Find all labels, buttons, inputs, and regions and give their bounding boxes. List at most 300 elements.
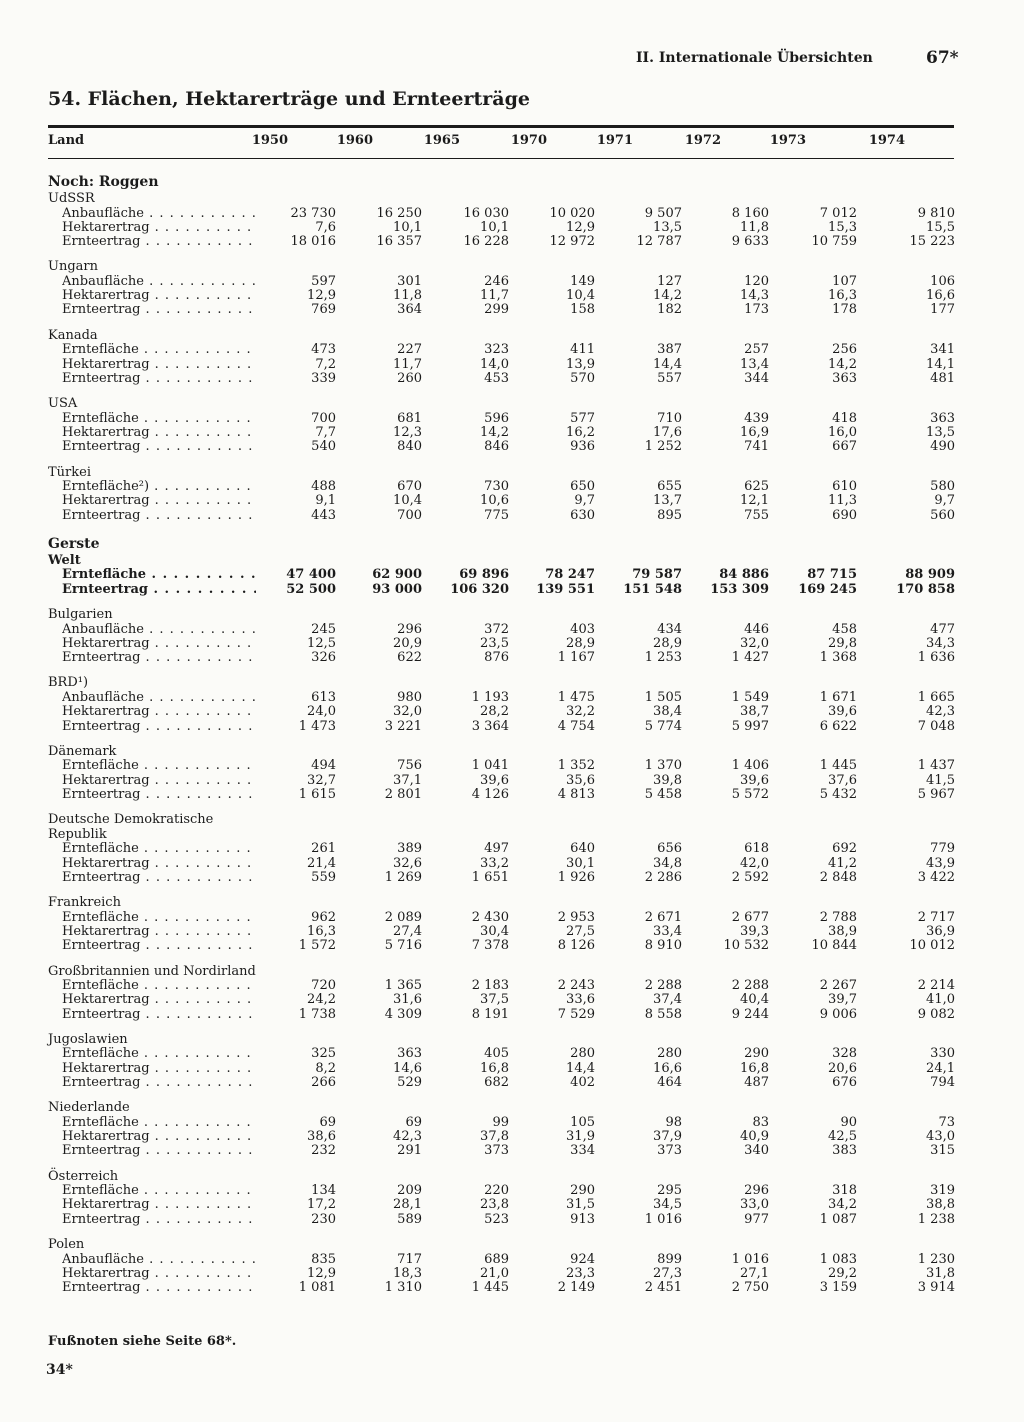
cell-value: 16,6	[926, 288, 955, 304]
cell-value: 9,7	[934, 493, 955, 509]
cell-value: 12 972	[549, 234, 595, 250]
cell-value: 769	[311, 302, 336, 318]
cell-value: 846	[484, 439, 509, 455]
cell-value: 418	[832, 410, 857, 426]
cell-value: 1 406	[731, 758, 769, 774]
cell-value: 17,2	[307, 1197, 336, 1213]
table-row	[48, 939, 954, 953]
cell-value: 2 953	[557, 909, 595, 925]
cell-value: 8 910	[644, 938, 682, 954]
cell-value: 9 810	[917, 205, 955, 221]
cell-value: 41,0	[926, 992, 955, 1008]
country-name: UdSSR	[48, 191, 95, 206]
cell-value: 256	[832, 342, 857, 358]
cell-value: 1 445	[819, 758, 857, 774]
row-label: Ernteertrag . . .	[62, 788, 256, 802]
cell-value: 14,2	[828, 356, 857, 372]
cell-value: 78 247	[545, 567, 595, 583]
row-label: Erntefläche²) . . .	[62, 480, 256, 494]
cell-value: 403	[570, 621, 595, 637]
header-year: 1970	[510, 133, 547, 148]
table-row	[48, 494, 954, 508]
cell-value: 446	[744, 621, 769, 637]
cell-value: 443	[311, 507, 336, 523]
cell-value: 2 243	[557, 978, 595, 993]
cell-value: 1 310	[384, 1280, 422, 1296]
cell-value: 39,6	[480, 772, 509, 788]
cell-value: 4 309	[384, 1006, 422, 1022]
row-label: Anbaufläche . . .	[62, 207, 256, 221]
cell-value: 47 400	[286, 567, 336, 583]
row-label: Hektarertrag . . .	[62, 857, 256, 871]
cell-value: 1 370	[644, 758, 682, 774]
row-label: Hektarertrag . . .	[62, 221, 256, 235]
cell-value: 717	[397, 1251, 422, 1267]
row-label: Erntefläche . . .	[62, 1184, 256, 1198]
cell-value: 84 886	[719, 567, 769, 583]
cell-value: 13,5	[926, 424, 955, 440]
cell-value: 28,9	[653, 635, 682, 651]
cell-value: 16,8	[480, 1060, 509, 1076]
cell-value: 14,3	[740, 288, 769, 304]
row-label: Ernteertrag . . .	[62, 303, 256, 317]
cell-value: 12 787	[636, 234, 682, 250]
row-label: Ernteertrag . . .	[62, 1076, 256, 1090]
cell-value: 295	[657, 1183, 682, 1199]
cell-value: 4 754	[557, 718, 595, 734]
header-year: 1973	[769, 133, 806, 148]
row-label: Anbaufläche . . .	[62, 275, 256, 289]
row-label: Ernteertrag . . .	[62, 871, 256, 885]
cell-value: 2 717	[917, 909, 955, 925]
row-label: Ernteertrag . . .	[62, 1008, 256, 1022]
cell-value: 93 000	[372, 581, 422, 597]
cell-value: 32,0	[740, 635, 769, 651]
cell-value: 1 230	[917, 1251, 955, 1267]
cell-value: 27,3	[653, 1265, 682, 1281]
cell-value: 16 228	[463, 234, 509, 250]
cell-value: 10 020	[549, 205, 595, 221]
country-name: Dänemark	[48, 743, 117, 759]
header-year: 1960	[336, 133, 373, 148]
cell-value: 373	[657, 1143, 682, 1159]
cell-value: 12,3	[393, 424, 422, 440]
country-name: Großbritannien und Nordirland	[48, 963, 256, 979]
cell-value: 5 774	[644, 718, 682, 734]
table-title: 54. Flächen, Hektarerträge und Ernteerträge	[48, 88, 530, 110]
cell-value: 913	[570, 1211, 595, 1227]
cell-value: 529	[397, 1074, 422, 1090]
cell-value: 473	[311, 342, 336, 358]
cell-value: 618	[744, 841, 769, 857]
cell-value: 640	[570, 841, 595, 857]
cell-value: 389	[397, 841, 422, 857]
cell-value: 33,0	[740, 1197, 769, 1213]
cell-value: 341	[930, 342, 955, 358]
cell-value: 37,4	[653, 992, 682, 1008]
cell-value: 15,3	[828, 219, 857, 235]
cell-value: 24,2	[307, 992, 336, 1008]
table-row	[48, 275, 954, 289]
cell-value: 700	[311, 410, 336, 426]
cell-value: 11,7	[480, 288, 509, 304]
cell-value: 434	[657, 621, 682, 637]
cell-value: 246	[484, 273, 509, 289]
country-name: Türkei	[48, 464, 91, 480]
country-group	[48, 608, 954, 665]
country-group	[48, 192, 954, 249]
cell-value: 692	[832, 841, 857, 857]
cell-value: 5 967	[917, 786, 955, 802]
cell-value: 8 126	[557, 938, 595, 954]
cell-value: 690	[832, 507, 857, 523]
row-label: Ernteertrag . . .	[62, 1144, 256, 1158]
cell-value: 10 012	[909, 938, 955, 954]
cell-value: 1 083	[819, 1251, 857, 1267]
cell-value: 14,6	[393, 1060, 422, 1076]
cell-value: 139 551	[536, 581, 595, 597]
cell-value: 42,3	[926, 704, 955, 720]
cell-value: 280	[657, 1046, 682, 1062]
row-label: Ernteertrag . . .	[62, 651, 256, 665]
table-row	[48, 1130, 954, 1144]
table-row	[48, 1213, 954, 1227]
row-label: Erntefläche . . .	[62, 1047, 256, 1061]
country-group	[48, 676, 954, 733]
cell-value: 689	[484, 1251, 509, 1267]
cell-value: 42,3	[393, 1129, 422, 1145]
cell-value: 720	[311, 978, 336, 993]
cell-value: 1 087	[819, 1211, 857, 1227]
cell-value: 625	[744, 479, 769, 495]
cell-value: 16,3	[828, 288, 857, 304]
cell-value: 261	[311, 841, 336, 857]
cell-value: 1 427	[731, 650, 769, 666]
cell-value: 13,4	[740, 356, 769, 372]
table-row	[48, 788, 954, 802]
cell-value: 2 430	[471, 909, 509, 925]
row-label: Ernteertrag . . .	[62, 583, 256, 597]
country-name: Frankreich	[48, 895, 121, 911]
cell-value: 42,5	[828, 1129, 857, 1145]
running-head: II. Internationale Übersichten	[636, 50, 873, 66]
cell-value: 296	[397, 621, 422, 637]
row-label: Erntefläche . . .	[62, 842, 256, 856]
cell-value: 170 858	[896, 581, 955, 597]
table-row	[48, 1281, 954, 1295]
cell-value: 570	[570, 370, 595, 386]
country-name: Bulgarien	[48, 607, 113, 623]
cell-value: 12,5	[307, 635, 336, 651]
cell-value: 14,2	[480, 424, 509, 440]
cell-value: 1 041	[471, 758, 509, 774]
cell-value: 2 214	[917, 978, 955, 993]
cell-value: 41,2	[828, 855, 857, 871]
cell-value: 924	[570, 1251, 595, 1267]
cell-value: 11,3	[828, 493, 857, 509]
table-header-row	[48, 133, 954, 153]
row-label: Anbaufläche . . .	[62, 1253, 256, 1267]
row-label: Hektarertrag . . .	[62, 993, 256, 1007]
cell-value: 39,8	[653, 772, 682, 788]
table-row	[48, 1076, 954, 1090]
cell-value: 12,9	[307, 288, 336, 304]
table-row	[48, 303, 954, 317]
country-group	[48, 466, 954, 523]
row-label: Hektarertrag . . .	[62, 289, 256, 303]
header-year: 1972	[684, 133, 721, 148]
cell-value: 2 848	[819, 869, 857, 885]
cell-value: 523	[484, 1211, 509, 1227]
cell-value: 1 193	[471, 689, 509, 705]
cell-value: 169 245	[798, 581, 857, 597]
country-name: Welt	[48, 552, 81, 568]
cell-value: 98	[665, 1114, 682, 1130]
cell-value: 38,4	[653, 704, 682, 720]
cell-value: 1 437	[917, 758, 955, 774]
cell-value: 363	[832, 370, 857, 386]
cell-value: 38,8	[926, 1197, 955, 1213]
cell-value: 8,2	[315, 1060, 336, 1076]
cell-value: 464	[657, 1074, 682, 1090]
cell-value: 20,6	[828, 1060, 857, 1076]
cell-value: 227	[397, 342, 422, 358]
cell-value: 490	[930, 439, 955, 455]
cell-value: 14,4	[653, 356, 682, 372]
cell-value: 1 016	[731, 1251, 769, 1267]
cell-value: 402	[570, 1074, 595, 1090]
table-row	[48, 1008, 954, 1022]
cell-value: 245	[311, 621, 336, 637]
table-row	[48, 440, 954, 454]
cell-value: 775	[484, 507, 509, 523]
table-row	[48, 857, 954, 871]
cell-value: 23 730	[290, 205, 336, 221]
table-row	[48, 1267, 954, 1281]
cell-value: 458	[832, 621, 857, 637]
table-row	[48, 583, 954, 597]
table-row	[48, 637, 954, 651]
cell-value: 372	[484, 621, 509, 637]
cell-value: 936	[570, 439, 595, 455]
cell-value: 34,5	[653, 1197, 682, 1213]
cell-value: 34,8	[653, 855, 682, 871]
cell-value: 42,0	[740, 855, 769, 871]
cell-value: 107	[832, 273, 857, 289]
cell-value: 296	[744, 1183, 769, 1199]
cell-value: 794	[930, 1074, 955, 1090]
table-row	[48, 235, 954, 249]
cell-value: 7 378	[471, 938, 509, 954]
cell-value: 10,4	[566, 288, 595, 304]
cell-value: 177	[930, 302, 955, 318]
row-label: Hektarertrag . . .	[62, 637, 256, 651]
cell-value: 326	[311, 650, 336, 666]
cell-value: 12,9	[307, 1265, 336, 1281]
cell-value: 34,2	[828, 1197, 857, 1213]
cell-value: 1 738	[298, 1006, 336, 1022]
table-row	[48, 871, 954, 885]
cell-value: 280	[570, 1046, 595, 1062]
cell-value: 10,1	[393, 219, 422, 235]
cell-value: 383	[832, 1143, 857, 1159]
cell-value: 4 126	[471, 786, 509, 802]
cell-value: 12,9	[566, 219, 595, 235]
cell-value: 10 532	[723, 938, 769, 954]
cell-value: 741	[744, 439, 769, 455]
row-label: Ernteertrag . . .	[62, 939, 256, 953]
cell-value: 9,1	[315, 493, 336, 509]
cell-value: 597	[311, 273, 336, 289]
country-name: Jugoslawien	[48, 1031, 128, 1047]
cell-value: 2 801	[384, 786, 422, 802]
cell-value: 18,3	[393, 1265, 422, 1281]
cell-value: 24,0	[307, 704, 336, 720]
cell-value: 560	[930, 507, 955, 523]
cell-value: 1 505	[644, 689, 682, 705]
cell-value: 37,9	[653, 1129, 682, 1145]
cell-value: 16,0	[828, 424, 857, 440]
cell-value: 540	[311, 439, 336, 455]
cell-value: 38,9	[828, 923, 857, 939]
country-group	[48, 1033, 954, 1090]
cell-value: 29,8	[828, 635, 857, 651]
cell-value: 10,1	[480, 219, 509, 235]
header-year: 1971	[596, 133, 633, 148]
cell-value: 2 750	[731, 1280, 769, 1296]
cell-value: 13,5	[653, 219, 682, 235]
cell-value: 62 900	[372, 567, 422, 583]
cell-value: 28,9	[566, 635, 595, 651]
cell-value: 1 636	[917, 650, 955, 666]
row-label: Erntefläche . . .	[62, 568, 256, 582]
table-row	[48, 343, 954, 357]
cell-value: 16,9	[740, 424, 769, 440]
cell-value: 1 572	[298, 938, 336, 954]
cell-value: 667	[832, 439, 857, 455]
table-row	[48, 774, 954, 788]
cell-value: 11,8	[393, 288, 422, 304]
cell-value: 2 288	[731, 978, 769, 993]
cell-value: 14,4	[566, 1060, 595, 1076]
cell-value: 589	[397, 1211, 422, 1227]
cell-value: 1 365	[384, 978, 422, 993]
cell-value: 151 548	[623, 581, 682, 597]
cell-value: 290	[570, 1183, 595, 1199]
cell-value: 37,8	[480, 1129, 509, 1145]
cell-value: 453	[484, 370, 509, 386]
cell-value: 1 651	[471, 869, 509, 885]
cell-value: 13,9	[566, 356, 595, 372]
cell-value: 559	[311, 869, 336, 885]
cell-value: 1 016	[644, 1211, 682, 1227]
cell-value: 656	[657, 841, 682, 857]
cell-value: 580	[930, 479, 955, 495]
table-row	[48, 651, 954, 665]
cell-value: 7 529	[557, 1006, 595, 1022]
cell-value: 557	[657, 370, 682, 386]
cell-value: 7,7	[315, 424, 336, 440]
cell-value: 650	[570, 479, 595, 495]
cell-value: 299	[484, 302, 509, 318]
cell-value: 323	[484, 342, 509, 358]
cell-value: 73	[938, 1114, 955, 1130]
cell-value: 8 191	[471, 1006, 509, 1022]
cell-value: 16 250	[376, 205, 422, 221]
country-group	[48, 397, 954, 454]
cell-value: 5 458	[644, 786, 682, 802]
row-label: Hektarertrag . . .	[62, 494, 256, 508]
cell-value: 291	[397, 1143, 422, 1159]
row-label: Hektarertrag . . .	[62, 358, 256, 372]
cell-value: 1 475	[557, 689, 595, 705]
cell-value: 34,3	[926, 635, 955, 651]
row-label: Ernteertrag . . .	[62, 440, 256, 454]
cell-value: 5 716	[384, 938, 422, 954]
cell-value: 301	[397, 273, 422, 289]
cell-value: 153 309	[710, 581, 769, 597]
cell-value: 31,6	[393, 992, 422, 1008]
cell-value: 681	[397, 410, 422, 426]
cell-value: 21,4	[307, 855, 336, 871]
cell-value: 8 558	[644, 1006, 682, 1022]
country-group	[48, 745, 954, 802]
country-group	[48, 813, 954, 885]
cell-value: 977	[744, 1211, 769, 1227]
table-row	[48, 289, 954, 303]
row-label: Ernteertrag . . .	[62, 235, 256, 249]
cell-value: 1 926	[557, 869, 595, 885]
cell-value: 35,6	[566, 772, 595, 788]
cell-value: 5 432	[819, 786, 857, 802]
row-label: Anbaufläche . . .	[62, 691, 256, 705]
cell-value: 83	[752, 1114, 769, 1130]
table-row	[48, 412, 954, 426]
cell-value: 7 012	[819, 205, 857, 221]
cell-value: 497	[484, 841, 509, 857]
cell-value: 630	[570, 507, 595, 523]
country-name: Kanada	[48, 327, 98, 343]
cell-value: 481	[930, 370, 955, 386]
cell-value: 9 082	[917, 1006, 955, 1022]
cell-value: 38,6	[307, 1129, 336, 1145]
header-year: 1950	[251, 133, 288, 148]
cell-value: 2 183	[471, 978, 509, 993]
cell-value: 835	[311, 1251, 336, 1267]
cell-value: 2 286	[644, 869, 682, 885]
cell-value: 36,9	[926, 923, 955, 939]
cell-value: 105	[570, 1114, 595, 1130]
cell-value: 37,1	[393, 772, 422, 788]
row-label: Erntefläche . . .	[62, 979, 256, 993]
cell-value: 7,6	[315, 219, 336, 235]
cell-value: 363	[930, 410, 955, 426]
cell-value: 1 167	[557, 650, 595, 666]
cell-value: 149	[570, 273, 595, 289]
cell-value: 260	[397, 370, 422, 386]
cell-value: 373	[484, 1143, 509, 1159]
table-row	[48, 691, 954, 705]
cell-value: 10,6	[480, 493, 509, 509]
cell-value: 610	[832, 479, 857, 495]
cell-value: 182	[657, 302, 682, 318]
cell-value: 980	[397, 689, 422, 705]
cell-value: 11,8	[740, 219, 769, 235]
row-label: Ernteertrag . . .	[62, 372, 256, 386]
cell-value: 1 549	[731, 689, 769, 705]
cell-value: 43,9	[926, 855, 955, 871]
cell-value: 29,2	[828, 1265, 857, 1281]
